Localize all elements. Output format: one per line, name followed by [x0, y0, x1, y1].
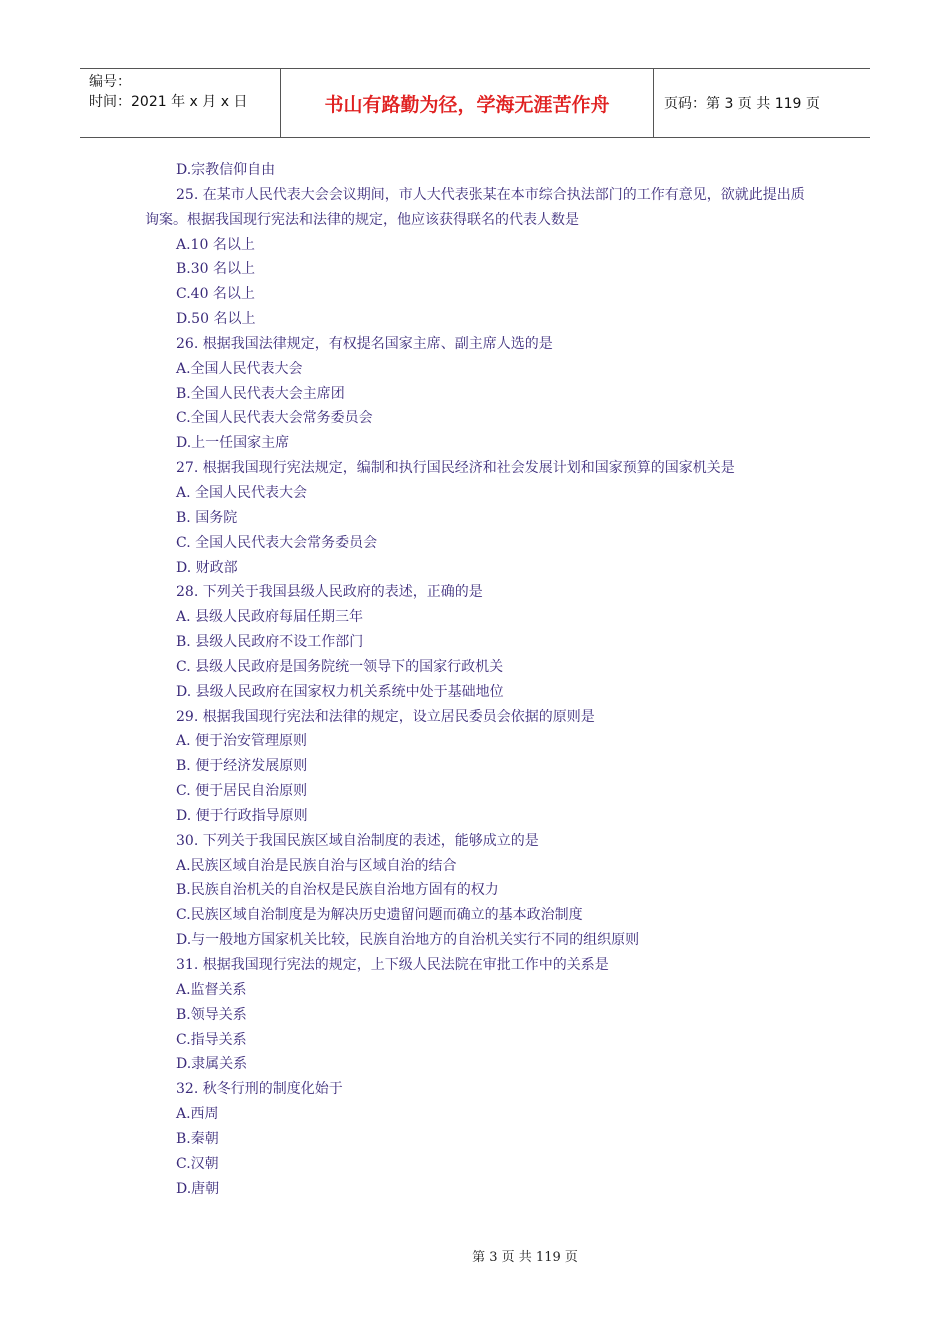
text-line: A.监督关系 [176, 981, 247, 998]
text-line: B.全国人民代表大会主席团 [176, 385, 345, 402]
header-page-number: 页码：第 3 页 共 119 页 [664, 96, 820, 112]
text-line: 28. 下列关于我国县级人民政府的表述，正确的是 [176, 584, 483, 601]
text-line: B.领导关系 [176, 1006, 247, 1023]
text-line: D.隶属关系 [176, 1056, 248, 1073]
header-meta [80, 69, 281, 137]
text-line: B.30 名以上 [176, 261, 256, 278]
text-line: C.汉朝 [176, 1155, 219, 1172]
text-line: 25. 在某市人民代表大会会议期间，市人大代表张某在本市综合执法部门的工作有意见，欲就此提出质询案。根据我国现行宪法和法律的规定，他应该获得联名的代表人数是 [145, 186, 805, 228]
text-line: 30. 下列关于我国民族区域自治制度的表述，能够成立的是 [176, 832, 539, 849]
text-line: C. 全国人民代表大会常务委员会 [176, 534, 378, 551]
time-label: 时间：2021 年 x 月 x 日 [89, 94, 248, 110]
page-footer: 第 3 页 共 119 页 [472, 1250, 578, 1265]
number-label: 编号： [89, 74, 131, 90]
text-line: B.秦朝 [176, 1130, 219, 1147]
header-motto: 书山有路勤为径，学海无涯苦作舟 [281, 69, 654, 137]
text-line: 26. 根据我国法律规定，有权提名国家主席、副主席人选的是 [176, 335, 553, 352]
text-line: 27. 根据我国现行宪法规定，编制和执行国民经济和社会发展计划和国家预算的国家机关是 [176, 460, 735, 477]
text-line: C.全国人民代表大会常务委员会 [176, 410, 373, 427]
text-line: 32. 秋冬行刑的制度化始于 [176, 1081, 343, 1098]
text-line: D.宗教信仰自由 [176, 162, 276, 178]
text-line: D. 便于行政指导原则 [176, 807, 308, 824]
text-line: A.西周 [176, 1106, 219, 1123]
text-line: 29. 根据我国现行宪法和法律的规定，设立居民委员会依据的原则是 [176, 708, 595, 725]
text-line: A. 全国人民代表大会 [176, 484, 308, 501]
text-line: C.40 名以上 [176, 286, 255, 303]
text-line: A. 便于治安管理原则 [176, 733, 308, 750]
text-line: A.全国人民代表大会 [176, 360, 303, 377]
text-line: D.50 名以上 [176, 311, 256, 328]
text-line: A. 县级人民政府每届任期三年 [176, 609, 364, 626]
text-line: D.上一任国家主席 [176, 435, 290, 452]
text-line: D. 财政部 [176, 559, 238, 576]
text-line: A.10 名以上 [176, 236, 255, 253]
text-line: C. 县级人民政府是国务院统一领导下的国家行政机关 [176, 658, 504, 675]
text-line: B. 县级人民政府不设工作部门 [176, 634, 364, 651]
text-line: C.民族区域自治制度是为解决历史遗留问题而确立的基本政治制度 [176, 907, 583, 924]
text-line: B.民族自治机关的自治权是民族自治地方固有的权力 [176, 882, 499, 899]
page-header [80, 68, 870, 138]
text-line: B. 便于经济发展原则 [176, 758, 308, 775]
document-body [145, 158, 805, 1201]
text-line: B. 国务院 [176, 509, 238, 526]
text-line: 31. 根据我国现行宪法的规定，上下级人民法院在审批工作中的关系是 [176, 957, 609, 973]
text-line: D.与一般地方国家机关比较，民族自治地方的自治机关实行不同的组织原则 [176, 932, 640, 949]
text-line: C. 便于居民自治原则 [176, 783, 308, 800]
text-line: D.唐朝 [176, 1180, 220, 1197]
text-line: D. 县级人民政府在国家权力机关系统中处于基础地位 [176, 683, 504, 700]
text-line: A.民族区域自治是民族自治与区域自治的结合 [176, 857, 457, 874]
text-line: C.指导关系 [176, 1031, 247, 1048]
